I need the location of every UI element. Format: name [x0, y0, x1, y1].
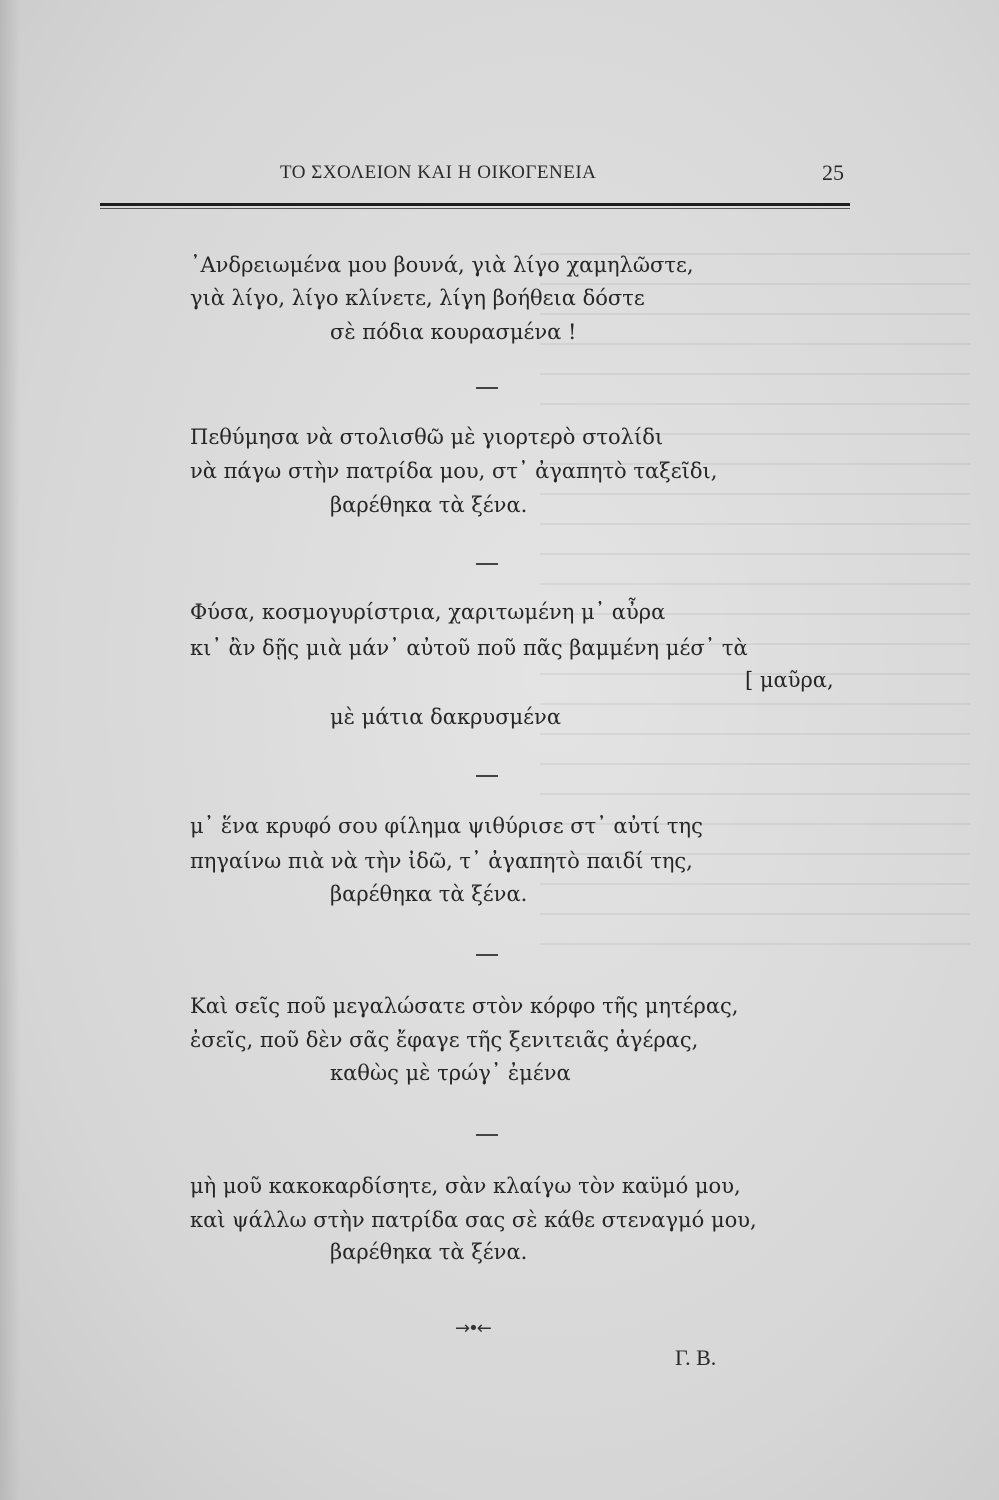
- poem-line: ἐσεῖς, ποῦ δὲν σᾶς ἔφαγε τῆς ξενιτειᾶς ἀγέρας,: [190, 1028, 699, 1052]
- stanza-separator: [476, 387, 498, 389]
- stanza-separator: [476, 563, 498, 565]
- poem-line: πηγαίνω πιὰ νὰ τὴν ἰδῶ, τ᾿ ἀγαπητὸ παιδί της,: [190, 849, 693, 873]
- poem-line: βαρέθηκα τὰ ξένα.: [330, 882, 528, 906]
- poem-line: ᾿Ανδρειωμένα μου βουνά, γιὰ λίγο χαμηλῶστε,: [190, 253, 694, 277]
- poem-line: Φύσα, κοσμογυρίστρια, χαριτωμένη μ᾿ αὖρα: [190, 600, 666, 624]
- stanza-separator: [476, 775, 498, 777]
- author-signature: Γ. Β.: [675, 1345, 717, 1370]
- page-edge-shadow: [0, 0, 20, 1500]
- poem-line: νὰ πάγω στὴν πατρίδα μου, στ᾿ ἀγαπητὸ ταξεῖδι,: [190, 459, 718, 483]
- poem-line: γιὰ λίγο, λίγο κλίνετε, λίγη βοήθεια δόστε: [190, 286, 645, 310]
- poem-line: Καὶ σεῖς ποῦ μεγαλώσατε στὸν κόρφο τῆς μητέρας,: [190, 994, 739, 1018]
- poem-line: μὴ μοῦ κακοκαρδίσητε, σὰν κλαίγω τὸν καϋμό μου,: [190, 1174, 741, 1198]
- poem-line: μ᾿ ἕνα κρυφό σου φίλημα ψιθύρισε στ᾿ αὐτί της: [190, 814, 703, 838]
- poem-line: Πεθύμησα νὰ στολισθῶ μὲ γιορτερὸ στολίδι: [190, 425, 664, 449]
- running-title: ΤΟ ΣΧΟΛΕΙΟΝ ΚΑΙ Η ΟΙΚΟΓΕΝΕΙΑ: [280, 162, 597, 183]
- poem-line: καὶ ψάλλω στὴν πατρίδα σας σὲ κάθε στεναγμό μου,: [190, 1208, 757, 1232]
- stanza-separator: [476, 1134, 498, 1136]
- poem-line: μὲ μάτια δακρυσμένα: [330, 705, 561, 729]
- header-rule-thin: [100, 208, 850, 209]
- page-number: 25: [822, 160, 844, 185]
- poem-line: σὲ πόδια κουρασμένα !: [330, 320, 577, 344]
- poem-line: [ μαῦρα,: [745, 668, 834, 692]
- ornament-icon: →•←: [455, 1318, 490, 1339]
- poem-line: κι᾿ ἂν δῇς μιὰ μάν᾿ αὐτοῦ ποῦ πᾶς βαμμένη μέσ᾿ τὰ: [190, 636, 748, 660]
- stanza-separator: [476, 954, 498, 956]
- poem-line: βαρέθηκα τὰ ξένα.: [330, 493, 528, 517]
- running-head: [0, 160, 999, 190]
- poem-line: καθὼς μὲ τρώγ᾿ ἐμένα: [330, 1061, 571, 1085]
- header-rule: [100, 203, 850, 206]
- poem-line: βαρέθηκα τὰ ξένα.: [330, 1240, 528, 1264]
